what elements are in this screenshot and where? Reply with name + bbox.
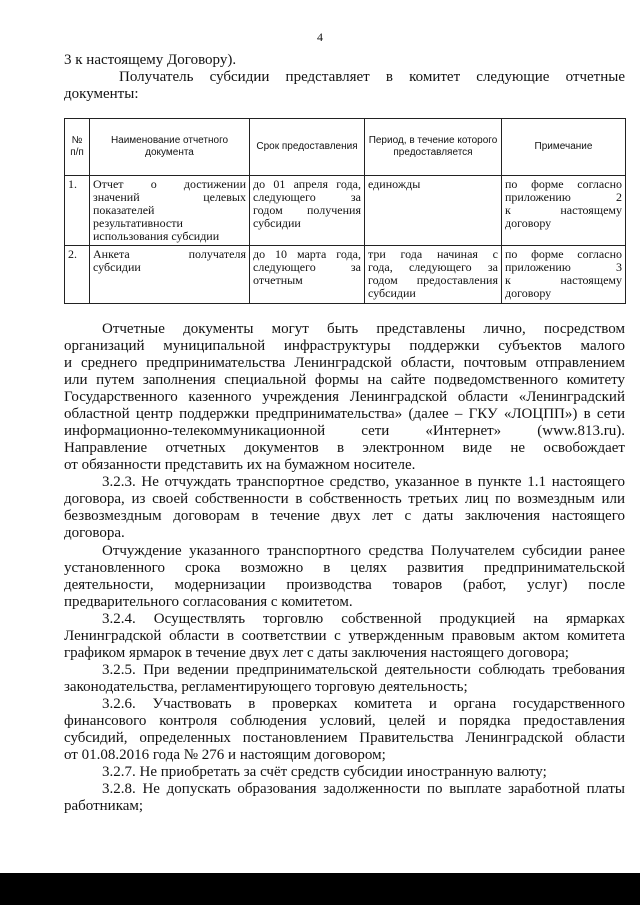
text-line: года, следующего за — [368, 260, 498, 274]
table-row — [65, 246, 626, 304]
text-line: использования субсидии — [93, 229, 220, 243]
text-line: годом предоставления — [368, 273, 498, 287]
text-line: установленного срока возможно в целях развития предпринимательской — [64, 560, 625, 576]
text-line: годом получения — [253, 203, 361, 217]
row-note — [502, 246, 626, 304]
text-line: работникам; — [64, 798, 144, 814]
text-line: три года начиная с — [368, 247, 498, 261]
text-line: информационно-телекоммуникационной сети «Интернет» (www.813.ru). — [64, 423, 625, 439]
row-period: единожды — [365, 176, 502, 246]
page-number: 4 — [317, 30, 323, 44]
row-note — [502, 176, 626, 246]
text-line: деятельности, модернизации производства товаров (работ, услуг) после — [64, 577, 625, 593]
text-line: Отчетные документы могут быть представлены лично, посредством — [102, 321, 625, 337]
text-line: 3.2.6. Участвовать в проверках комитета и органа государственного — [102, 696, 625, 712]
text-line: от обязанности представить их на бумажном носителе. — [64, 457, 416, 473]
text-line: договору — [505, 216, 552, 230]
text-line: Направление отчетных документов в электронном виде не освобождает — [64, 440, 625, 456]
text-line: приложению 2 — [505, 190, 622, 204]
text-line: до 10 марта года, — [253, 247, 361, 261]
header-deadline: Срок предоставления — [250, 119, 365, 176]
row-num: 1. — [65, 176, 90, 246]
text-line: Отчуждение указанного транспортного средства Получателем субсидии ранее — [102, 543, 625, 559]
header-name: Наименование отчетного документа — [90, 119, 250, 176]
text-line: значений целевых — [93, 190, 246, 204]
row-name — [90, 176, 250, 246]
text-line: субсидии — [368, 286, 416, 300]
text-line: к настоящему — [505, 203, 622, 217]
text-line: субсидии — [93, 260, 141, 274]
paragraph-3-2-4 — [64, 611, 625, 662]
text-line: 3.2.4. Осуществлять торговлю собственной продукцией на ярмарках — [102, 611, 625, 627]
paragraph-documents-submission — [64, 321, 625, 474]
text-line: 3.2.5. При ведении предпринимательской деятельности соблюдать требования — [102, 662, 625, 678]
text-line: 3.2.3. Не отчуждать транспортное средство, указанное в пункте 1.1 настоящего — [102, 474, 625, 490]
text-line: от 01.08.2016 года № 276 и настоящим договором; — [64, 747, 386, 763]
text-line: результативности — [93, 216, 183, 230]
paragraph-3-2-8 — [64, 781, 625, 815]
text-line: финансового контроля соблюдения условий, целей и порядка предоставления — [64, 713, 625, 729]
text-line: Ленинградской области в соответствии с утвержденным правовым актом комитета — [64, 628, 625, 644]
text-line: показателей — [93, 203, 155, 217]
text-line: договору — [505, 286, 552, 300]
text-line: и среднего предпринимательства Ленинградской области, почтовым отправлением — [64, 355, 625, 371]
text-line: 3.2.8. Не допускать образования задолженности по выплате заработной платы — [102, 781, 625, 797]
intro-line-2: Получатель субсидии представляет в комитет следующие отчетные — [119, 69, 625, 85]
header-period: Период, в течение которого предоставляется — [365, 119, 502, 176]
text-line: организаций муниципальной инфраструктуры поддержки субъектов малого — [64, 338, 625, 354]
text-line: договора, из своей собственности в собственность третьих лиц по возмездным или — [64, 491, 625, 507]
text-line: субсидии — [253, 216, 301, 230]
text-line: графиком ярмарок в течение двух лет с даты заключения настоящего договора; — [64, 645, 569, 661]
text-line: следующего за — [253, 260, 361, 274]
row-name — [90, 246, 250, 304]
table-row — [65, 176, 626, 246]
intro-line-3: документы: — [64, 86, 139, 102]
text-line: отчетным — [253, 273, 303, 287]
intro-line-1: 3 к настоящему Договору). — [64, 52, 237, 68]
report-documents-table — [64, 118, 626, 304]
text-line: до 01 апреля года, — [253, 177, 361, 191]
text-line: областной центр поддержки предпринимательства» (далее – ГКУ «ЛОЦПП») в сети — [64, 406, 625, 422]
table-header-row — [65, 119, 626, 176]
paragraph-3-2-3 — [64, 474, 625, 542]
row-period — [365, 246, 502, 304]
paragraph-3-2-6 — [64, 696, 625, 764]
header-num: № п/п — [65, 119, 90, 176]
scan-bottom-border — [0, 873, 640, 905]
row-deadline — [250, 246, 365, 304]
text-line: законодательства, регламентирующего торговую деятельность; — [64, 679, 468, 695]
text-line: по форме согласно — [505, 247, 622, 261]
row-deadline — [250, 176, 365, 246]
text-line: следующего за — [253, 190, 361, 204]
paragraph-3-2-7 — [64, 764, 625, 781]
text-line: субсидий, определенных постановлением Правительства Ленинградской области — [64, 730, 625, 746]
text-line: Отчет о достижении — [93, 177, 246, 191]
text-line: безвозмездным договорам в течение двух лет с даты заключения настоящего — [64, 508, 625, 524]
paragraph-alienation — [64, 543, 625, 611]
text-line: договора. — [64, 525, 125, 541]
text-line: 3.2.7. Не приобретать за счёт средств субсидии иностранную валюту; — [102, 764, 547, 780]
text-line: Государственного казенного учреждения Ленинградской области «Ленинградский — [64, 389, 625, 405]
text-line: приложению 3 — [505, 260, 622, 274]
text-line: Анкета получателя — [93, 247, 246, 261]
text-line: или путем заполнения специальной формы на сайте подведомственного комитету — [64, 372, 625, 388]
paragraph-3-2-5 — [64, 662, 625, 696]
text-line: предварительного согласования с комитетом. — [64, 594, 353, 610]
text-line: к настоящему — [505, 273, 622, 287]
text-line: по форме согласно — [505, 177, 622, 191]
row-num: 2. — [65, 246, 90, 304]
header-note: Примечание — [502, 119, 626, 176]
